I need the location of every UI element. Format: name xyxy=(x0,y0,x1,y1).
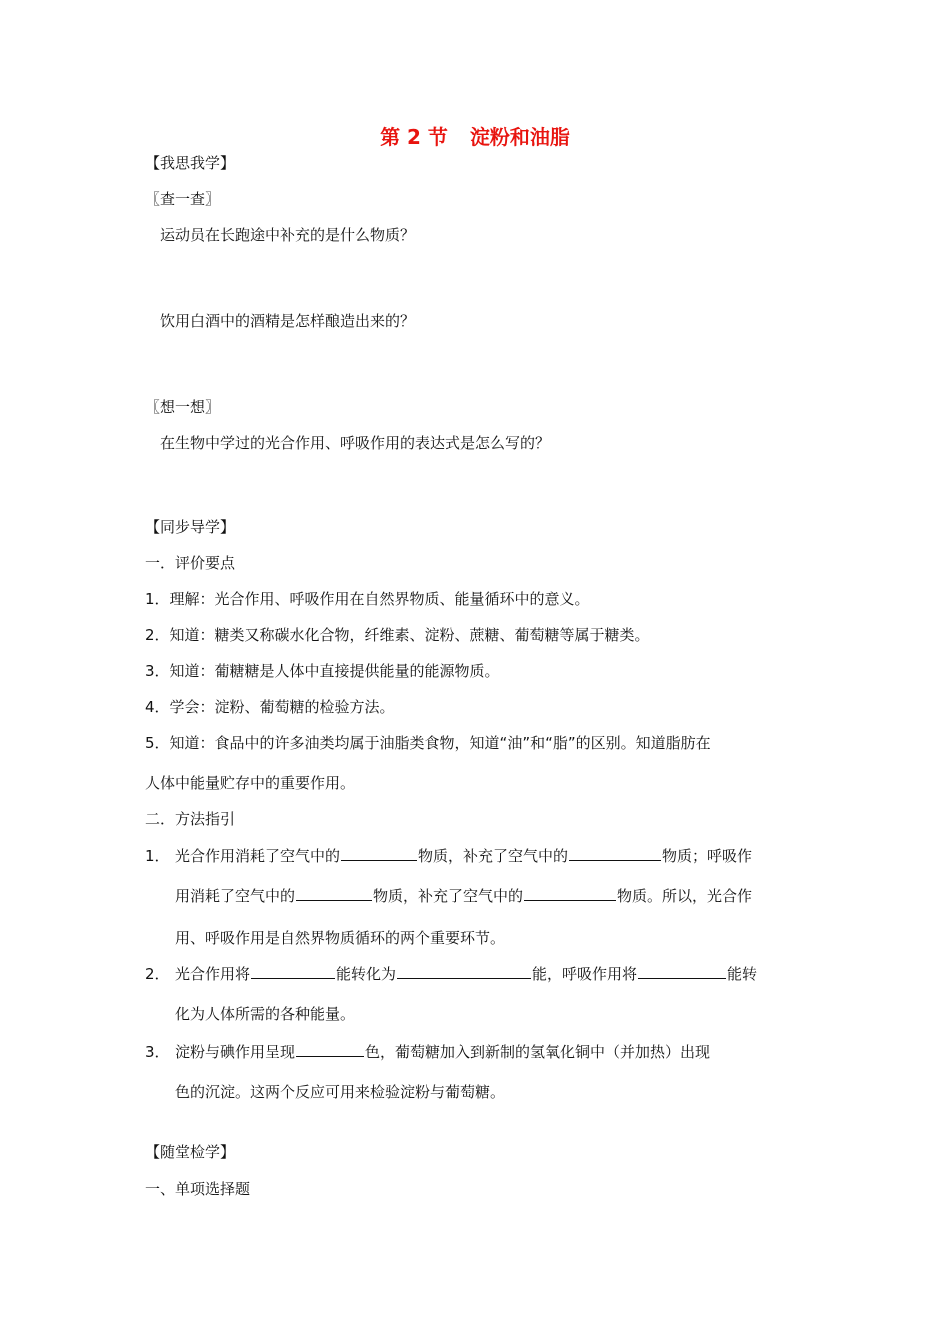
fill-question-1-line-2: 用消耗了空气中的 物质，补充了空气中的 物质。所以，光合作 xyxy=(175,887,753,905)
section-heading-suitang: 【随堂检学】 xyxy=(145,1143,236,1161)
part-heading-evaluation: 一．评价要点 xyxy=(145,554,236,572)
answer-blank[interactable] xyxy=(524,886,616,901)
section-heading-wosi: 【我思我学】 xyxy=(145,154,236,172)
subheading-check: 〖查一查〗 xyxy=(145,190,221,208)
fill-question-1-line-3: 用、呼吸作用是自然界物质循环的两个重要环节。 xyxy=(175,929,506,947)
fill-question-2-line-2: 化为人体所需的各种能量。 xyxy=(175,1005,356,1023)
fill-question-3-line-2: 色的沉淀。这两个反应可用来检验淀粉与葡萄糖。 xyxy=(175,1083,506,1101)
fill-question-1-line-1: 1． 光合作用消耗了空气中的 物质，补充了空气中的 物质；呼吸作 xyxy=(145,847,753,865)
answer-blank[interactable] xyxy=(296,886,372,901)
fill-question-2-line-1: 2． 光合作用将 能转化为 能，呼吸作用将 能转 xyxy=(145,965,758,983)
question-athlete: 运动员在长跑途中补充的是什么物质？ xyxy=(160,226,416,244)
answer-blank[interactable] xyxy=(251,964,335,979)
answer-blank[interactable] xyxy=(638,964,726,979)
title-topic: 淀粉和油脂 xyxy=(469,125,570,149)
list-item: 4．学会：淀粉、葡萄糖的检验方法。 xyxy=(145,698,395,716)
question-number: 2． xyxy=(145,965,170,983)
part-heading-single-choice: 一、单项选择题 xyxy=(145,1180,251,1198)
question-number: 3． xyxy=(145,1043,170,1061)
page-title xyxy=(0,124,950,150)
section-heading-tongbu: 【同步导学】 xyxy=(145,518,236,536)
answer-blank[interactable] xyxy=(569,846,661,861)
list-item: 2．知道：糖类又称碳水化合物，纤维素、淀粉、蔗糖、葡萄糖等属于糖类。 xyxy=(145,626,650,644)
answer-blank[interactable] xyxy=(341,846,417,861)
subheading-think: 〖想一想〗 xyxy=(145,398,221,416)
answer-blank[interactable] xyxy=(296,1042,364,1057)
title-section-number: 第 2 节 xyxy=(380,125,448,149)
question-alcohol: 饮用白酒中的酒精是怎样酿造出来的？ xyxy=(160,312,416,330)
part-heading-method: 二．方法指引 xyxy=(145,810,236,828)
question-number: 1． xyxy=(145,847,170,865)
fill-question-3-line-1: 3． 淀粉与碘作用呈现 色，葡萄糖加入到新制的氢氧化铜中（并加热）出现 xyxy=(145,1043,711,1061)
list-item: 3．知道：葡糖糖是人体中直接提供能量的能源物质。 xyxy=(145,662,500,680)
answer-blank[interactable] xyxy=(397,964,531,979)
list-item: 1．理解：光合作用、呼吸作用在自然界物质、能量循环中的意义。 xyxy=(145,590,590,608)
list-item: 5．知道：食品中的许多油类均属于油脂类食物，知道“油”和“脂”的区别。知道脂肪在 xyxy=(145,734,711,752)
question-photosynthesis: 在生物中学过的光合作用、呼吸作用的表达式是怎么写的？ xyxy=(160,434,551,452)
list-item: 人体中能量贮存中的重要作用。 xyxy=(145,774,356,792)
